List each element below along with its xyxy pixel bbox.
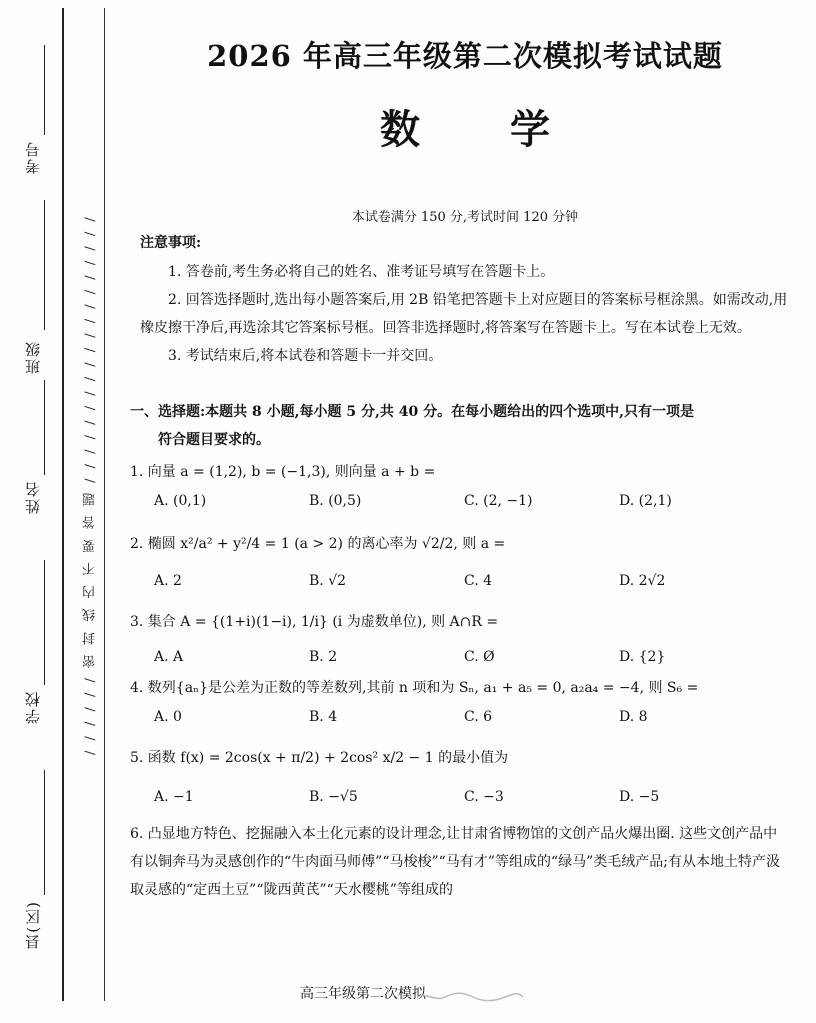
notice-item: 1. 答卷前,考生务必将自己的姓名、准考证号填写在答题卡上。 [168, 264, 555, 280]
option: A. 0 [154, 709, 182, 725]
side-field-exam-no [22, 140, 52, 174]
subject-char: 学 [509, 106, 550, 153]
option: A. −1 [154, 789, 194, 805]
question-stem: 5. 函数 f(x) = 2cos(x + π/2) + 2cos² x/2 − 1 的最小值为 [130, 750, 509, 766]
question-options [140, 486, 790, 516]
side-field-name [22, 480, 52, 514]
option: B. −√5 [309, 789, 358, 805]
option: D. 2√2 [619, 573, 666, 589]
seal-line-text: / / / / / / 密 封 线 内 不 要 答 题 / / / / / / / / / / / / / / / / / / / [83, 214, 98, 756]
option: B. (0,5) [309, 493, 362, 509]
side-field-county [22, 900, 52, 950]
option: D. (2,1) [619, 493, 672, 509]
option: C. (2, −1) [464, 493, 533, 509]
side-field-line [22, 45, 52, 135]
option: B. √2 [309, 573, 347, 589]
question-2 [130, 530, 790, 558]
question-stem: 3. 集合 A = {(1+i)(1−i), 1/i} (i 为虚数单位), 则 A∩R = [130, 614, 499, 630]
exam-body [130, 0, 790, 904]
option: A. 2 [154, 573, 182, 589]
option: C. −3 [464, 789, 504, 805]
side-field-label: 考号 [24, 140, 42, 174]
question-6: 6. 凸显地方特色、挖掘融入本土化元素的设计理念,让甘肃省博物馆的文创产品火爆出圈. 这些文创产品中有以铜奔马为灵感创作的“牛肉面马师傅”“马梭梭”“马有才”等组成的“绿马”类毛绒产品;有从本地土特产汲取灵感的“定西土豆”“陇西黄芪”“天水樱桃”等组成的 [130, 826, 780, 898]
scribble-mark [415, 990, 525, 1004]
option: C. Ø [464, 649, 495, 665]
question-4 [130, 674, 790, 702]
notice-item: 2. 回答选择题时,选出每小题答案后,用 2B 铅笔把答题卡上对应题目的答案标号框涂黑。如需改动,用橡皮擦干净后,再选涂其它答案标号框。回答非选择题时,将答案写在答题卡上。写在本试卷上无效。 [140, 292, 788, 336]
question-3 [130, 608, 790, 636]
option: D. {2} [619, 649, 666, 665]
exam-title: 2026 年高三年级第二次模拟考试试题 [207, 39, 723, 73]
side-field-class [22, 340, 52, 374]
subject-char: 数 [380, 106, 421, 153]
question-1 [130, 458, 790, 486]
side-field-line [22, 560, 52, 685]
notice-heading: 注意事项: [140, 235, 202, 251]
option: A. A [154, 649, 184, 665]
side-field-label: 班级 [24, 340, 42, 374]
option: B. 2 [309, 649, 338, 665]
question-options [140, 566, 790, 596]
question-options [140, 782, 790, 812]
option: D. −5 [619, 789, 660, 805]
question-options [140, 702, 790, 732]
side-field-label: 县(区) [24, 900, 42, 950]
side-field-label: 学校 [24, 690, 42, 724]
side-field-school [22, 690, 52, 724]
option: C. 6 [464, 709, 493, 725]
side-field-label: 姓名 [24, 480, 42, 514]
subject-title [140, 98, 790, 153]
section-line2: 符合题目要求的。 [158, 432, 270, 448]
margin-line-right [104, 8, 105, 1001]
question-stem: 2. 椭圆 x²/a² + y²/4 = 1 (a > 2) 的离心率为 √2/2, 则 a = [130, 536, 506, 552]
option: D. 8 [619, 709, 648, 725]
question-stem: 1. 向量 a = (1,2), b = (−1,3), 则向量 a + b = [130, 464, 436, 480]
notice-item: 3. 考试结束后,将本试卷和答题卡一并交回。 [168, 348, 443, 364]
side-field-line [22, 200, 52, 330]
option: A. (0,1) [154, 493, 207, 509]
page-footer: 高三年级第二次模拟 [300, 986, 426, 1002]
option: B. 4 [309, 709, 338, 725]
exam-info: 本试卷满分 150 分,考试时间 120 分钟 [351, 210, 579, 225]
question-5 [130, 744, 790, 772]
section-heading [130, 398, 790, 454]
side-field-line [22, 380, 52, 475]
section-line1: 一、选择题:本题共 8 小题,每小题 5 分,共 40 分。在每小题给出的四个选项中,只有一项是 [130, 404, 694, 420]
question-stem: 4. 数列{aₙ}是公差为正数的等差数列,其前 n 项和为 Sₙ, a₁ + a₅ = 0, a₂a₄ = −4, 则 S₆ = [130, 680, 699, 696]
question-options [140, 642, 790, 672]
margin-line-left [62, 8, 64, 1001]
side-field-line [22, 770, 52, 895]
option: C. 4 [464, 573, 493, 589]
